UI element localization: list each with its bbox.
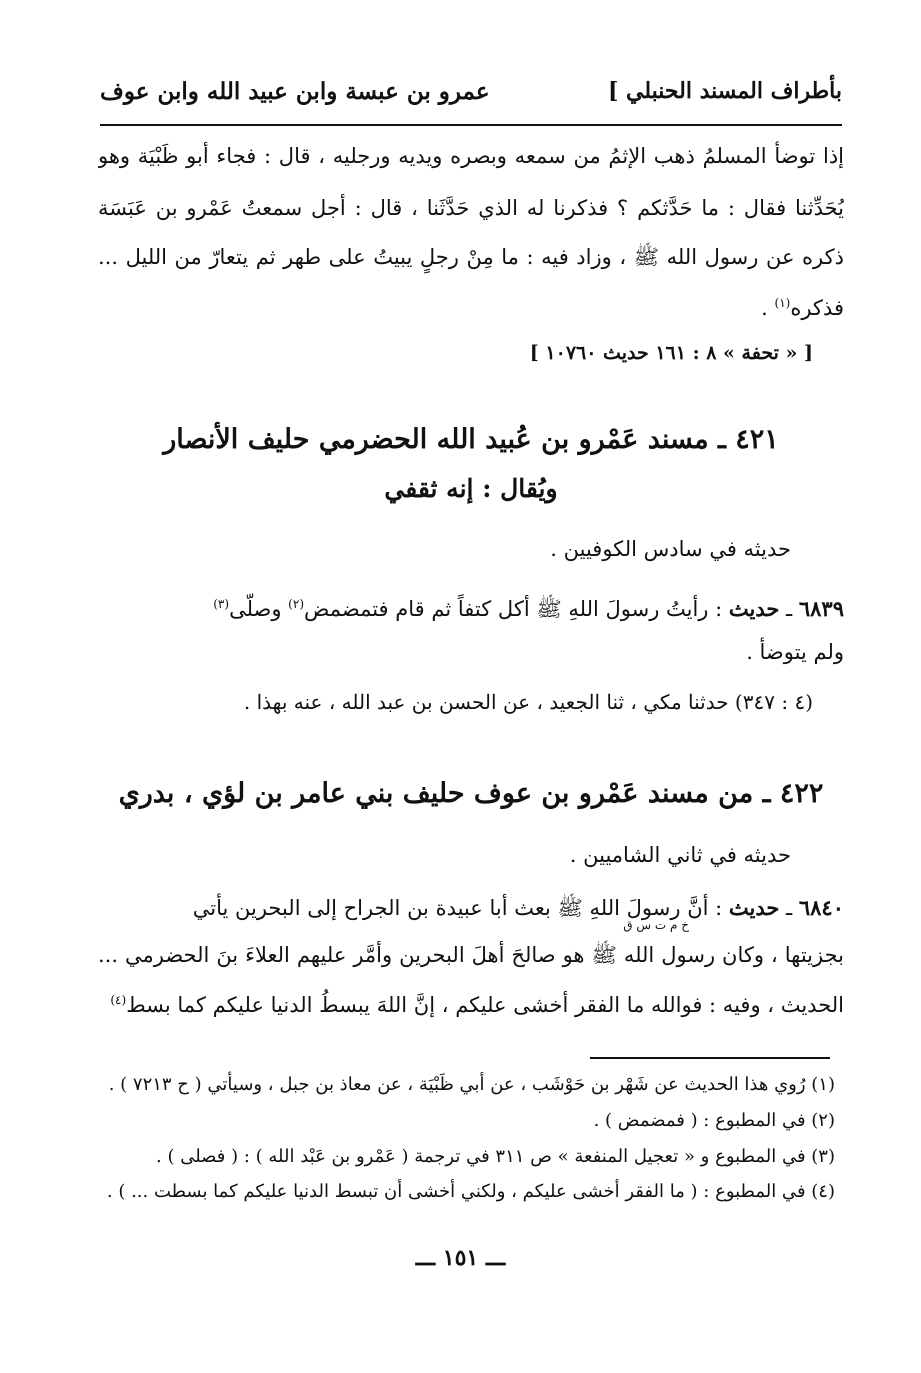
section-422-location: حديثه في ثاني الشاميين . (569, 843, 791, 867)
intro-line-1: إذا توضأ المسلمُ ذهب الإثمُ من سمعه وبصره ويديه ورجليه ، قال : فجاء أبو ظَبْيَة وهو (98, 144, 844, 168)
hadith-6839-label: حديث (728, 596, 780, 621)
hadith-6840-dash: ـ (779, 896, 799, 920)
footnote-mark-4: (٤) (110, 993, 127, 1007)
page-number: ـــ ١٥١ ـــ (415, 1245, 506, 1271)
tuhfa-reference: [ « تحفة » ٨ : ١٦١ حديث ١٠٧٦٠ ] (529, 342, 813, 364)
footnote-mark-2: (٢) (288, 597, 304, 611)
running-header (100, 78, 842, 120)
hadith-6839-text: : رأيتُ رسولَ اللهِ ﷺ أكل كتفاً ثم قام فتمضمض (304, 597, 729, 621)
intro-line-3: ذكره عن رسول الله ﷺ ، وزاد فيه : ما مِنْ رجلٍ يبيتُ على طهر ثم يتعارّ من الليل ... (98, 245, 844, 269)
intro-last-word: فذكره (790, 296, 844, 320)
intro-line-4 (98, 283, 844, 328)
hadith-6840-text: : أنَّ رسولَ اللهِ ﷺ بعث أبا عبيدة بن الجراح إلى البحرين يأتي (192, 896, 729, 920)
hadith-6839-number: ٦٨٣٩ (798, 596, 844, 621)
footnote-mark-1: (١) (774, 296, 791, 310)
section-421-title: ٤٢١ ـ مسند عَمْرو بن عُبيد الله الحضرمي حليف الأنصار (163, 424, 779, 455)
hadith-6840-line-3-text: الحديث ، وفيه : فوالله ما الفقر أخشى عليكم ، إنَّ اللهَ يبسطُ الدنيا عليكم كما بسط (126, 993, 844, 1017)
section-421-subtitle: ويُقال : إنه ثقفي (384, 474, 558, 503)
hadith-6839-line-1 (98, 584, 844, 629)
hadith-6840-sigla: خ م ت س ق (623, 918, 689, 932)
footnote-1: (١) رُوي هذا الحديث عن شَهْر بن حَوْشَب ، عن أبي ظَبْيَة ، عن معاذ بن جبل ، وسيأتي ( ح ٧٢١٣ ) . (108, 1074, 835, 1095)
footnote-3: (٣) في المطبوع و « تعجيل المنفعة » ص ٣١١ في ترجمة ( عَمْرو بن عَبْد الله ) : ( فصلى ) . (156, 1146, 835, 1167)
hadith-6839-dash: ـ (779, 597, 799, 621)
hadith-6840-line-3 (98, 980, 844, 1025)
hadith-6840-label: حديث (728, 895, 780, 920)
hadith-6839-line-2: ولم يتوضأ . (746, 640, 844, 664)
intro-last-suffix: . (761, 296, 775, 320)
footnote-rule (590, 1057, 830, 1059)
intro-line-2: يُحَدِّثنا فقال : ما حَدَّثكم ؟ فذكرنا له الذي حَدَّثَنا ، قال : أجل سمعتُ عَمْرو بن عَبَسَة (98, 196, 844, 220)
hadith-6839-text-2: وصلّى (229, 597, 289, 621)
header-rule (100, 124, 842, 126)
footnote-mark-3: (٣) (213, 597, 230, 611)
footnote-2: (٢) في المطبوع : ( فمضمض ) . (593, 1110, 835, 1131)
header-book-title: بأطراف المسند الحنبلي ] (607, 78, 842, 104)
header-chapter-title: عمرو بن عبسة وابن عبيد الله وابن عوف (100, 78, 490, 105)
hadith-6839-source: (٤ : ٣٤٧) حدثنا مكي ، ثنا الجعيد ، عن الحسن بن عبد الله ، عنه بهذا . (243, 690, 813, 714)
hadith-6840-line-2: بجزيتها ، وكان رسول الله ﷺ هو صالحَ أهلَ البحرين وأمَّر عليهم العلاءَ بنَ الحضرمي ... (98, 943, 844, 967)
hadith-6840-line-1 (98, 888, 844, 928)
hadith-6840-number: ٦٨٤٠ (798, 895, 844, 920)
section-421-location: حديثه في سادس الكوفيين . (550, 537, 791, 561)
footnote-4: (٤) في المطبوع : ( ما الفقر أخشى عليكم ، ولكني أخشى أن تبسط الدنيا عليكم كما بسطت ... ) . (106, 1181, 835, 1202)
section-422-title: ٤٢٢ ـ من مسند عَمْرو بن عوف حليف بني عامر بن لؤي ، بدري (118, 778, 824, 809)
